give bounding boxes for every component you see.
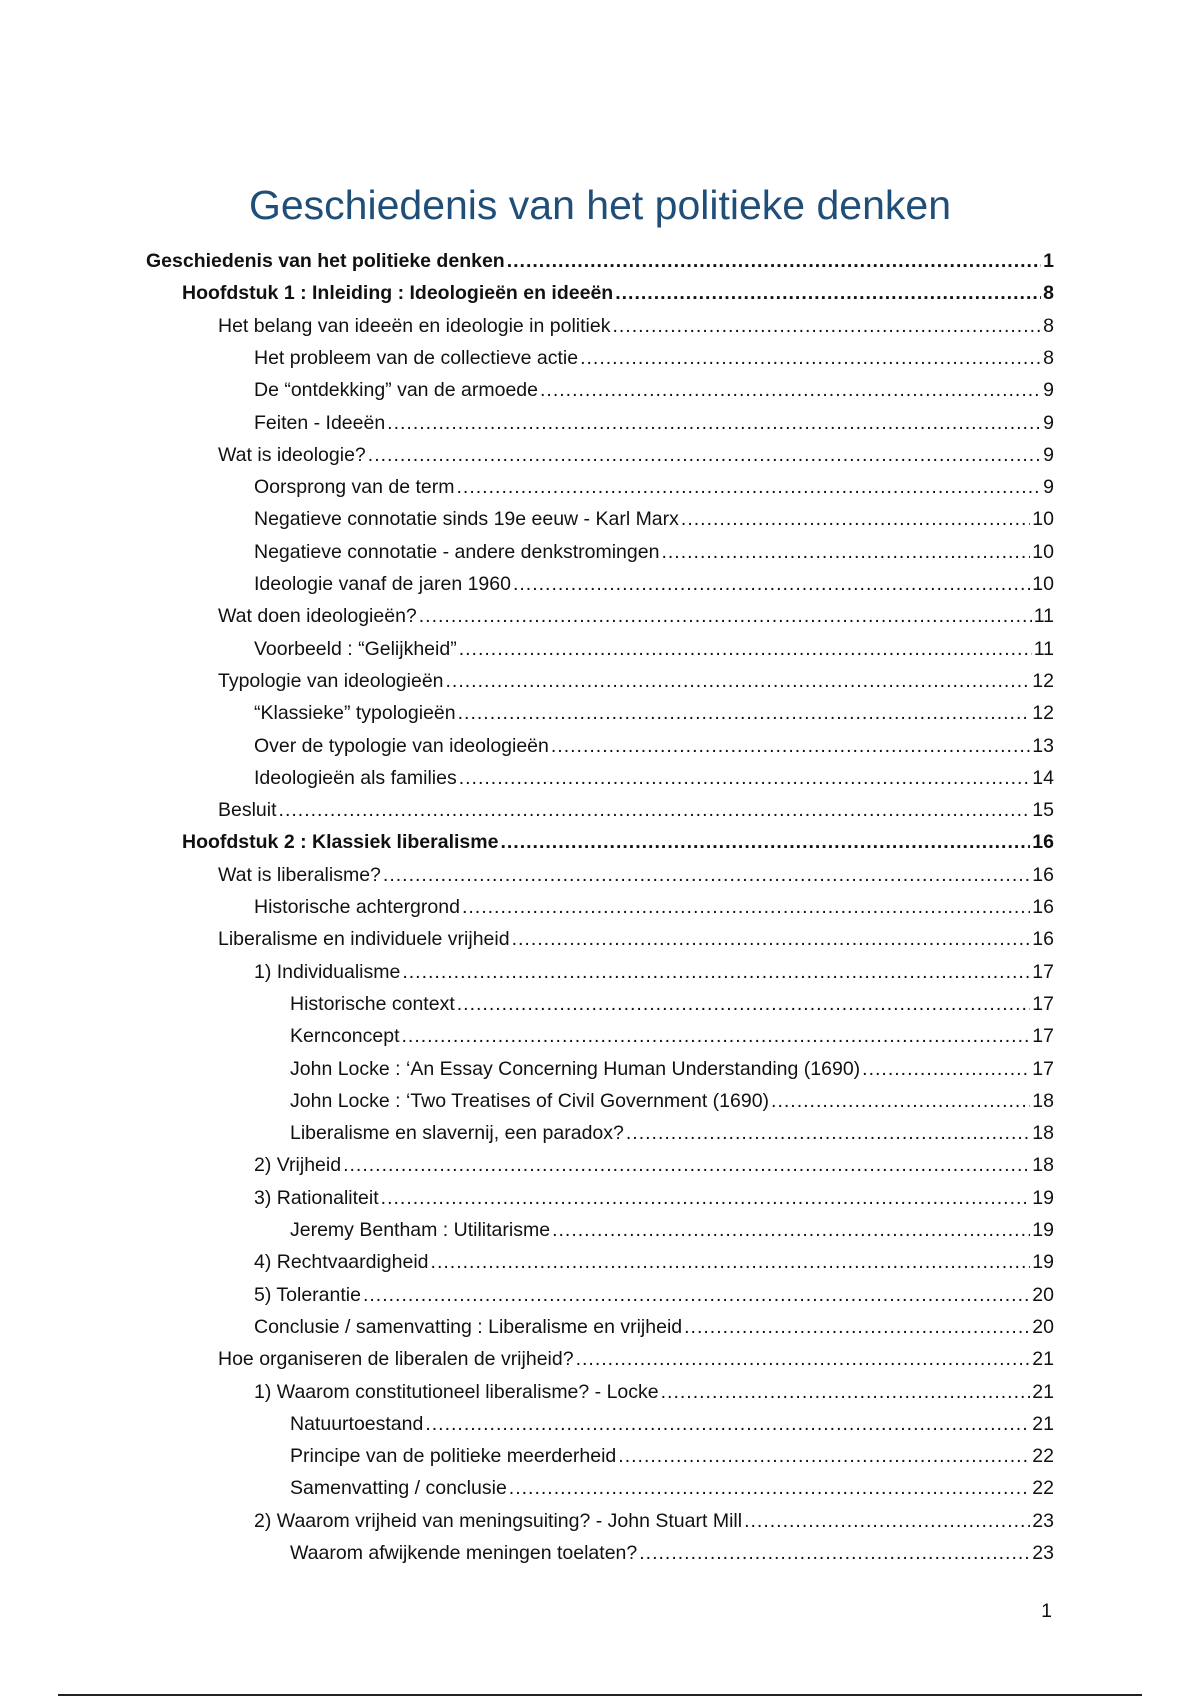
toc-entry-title: Over de typologie van ideologieën — [254, 734, 549, 757]
toc-entry-title: Oorsprong van de term — [254, 476, 455, 499]
toc-entry-page: 16 — [1032, 831, 1054, 854]
page-title: Geschiedenis van het politieke denken — [248, 182, 952, 228]
toc-entry[interactable] — [290, 1054, 1054, 1084]
toc-entry-page: 16 — [1032, 863, 1054, 886]
toc-entry-page: 11 — [1033, 637, 1054, 660]
toc-entry-title: Typologie van ideologieën — [218, 669, 444, 692]
toc-entry-title: 3) Rationaliteit — [254, 1186, 379, 1209]
toc-entry[interactable] — [254, 504, 1054, 534]
toc-entry[interactable] — [254, 1150, 1054, 1180]
toc-entry[interactable] — [218, 666, 1054, 696]
toc-dot-leader — [551, 731, 1030, 761]
toc-entry-page: 14 — [1032, 766, 1054, 789]
toc-entry-page: 10 — [1032, 573, 1054, 595]
toc-entry-page: 16 — [1032, 896, 1054, 918]
toc-dot-leader — [425, 1409, 1030, 1439]
toc-entry-title: 2) Vrijheid — [254, 1154, 342, 1177]
toc-entry[interactable] — [290, 1118, 1054, 1148]
toc-entry[interactable] — [254, 957, 1054, 987]
toc-dot-leader — [368, 440, 1041, 470]
toc-dot-leader — [618, 1441, 1030, 1471]
toc-entry-title: Waarom afwijkende meningen toelaten? — [290, 1542, 638, 1564]
toc-entry-title: 1) Individualisme — [254, 960, 401, 983]
toc-entry[interactable] — [218, 1344, 1054, 1374]
toc-entry-title: Hoofdstuk 1 : Inleiding : Ideologieën en ideeën — [182, 282, 614, 305]
toc-entry-page: 9 — [1043, 411, 1054, 434]
toc-entry-page: 18 — [1032, 1154, 1054, 1177]
toc-dot-leader — [459, 634, 1032, 664]
toc-dot-leader — [402, 957, 1030, 987]
toc-entry[interactable] — [254, 634, 1054, 664]
toc-dot-leader — [512, 924, 1031, 954]
toc-entry-title: Jeremy Bentham : Utilitarisme — [290, 1219, 551, 1241]
toc-dot-leader — [387, 408, 1041, 438]
toc-entry[interactable] — [290, 1215, 1054, 1245]
toc-entry[interactable] — [254, 375, 1054, 405]
toc-entry-title: Historische context — [290, 992, 455, 1015]
toc-dot-leader — [639, 1538, 1030, 1568]
toc-dot-leader — [862, 1054, 1030, 1084]
toc-entry[interactable] — [218, 924, 1054, 954]
page-number: 1 — [1041, 1600, 1052, 1622]
toc-entry-title: Feiten - Ideeën — [254, 411, 386, 434]
toc-dot-leader — [661, 1377, 1031, 1407]
toc-entry-page: 15 — [1032, 799, 1054, 822]
toc-entry-title: Wat is ideologie? — [218, 443, 366, 466]
toc-entry-page: 8 — [1043, 282, 1054, 305]
toc-dot-leader — [509, 1473, 1031, 1503]
toc-entry-page: 10 — [1032, 508, 1054, 531]
toc-dot-leader — [462, 892, 1030, 922]
toc-dot-leader — [402, 1021, 1031, 1051]
toc-entry[interactable] — [290, 1086, 1054, 1116]
toc-entry-title: “Klassieke” typologieën — [254, 702, 456, 725]
toc-entry-title: 4) Rechtvaardigheid — [254, 1251, 429, 1274]
toc-entry-title: Historische achtergrond — [254, 896, 460, 918]
toc-entry[interactable] — [182, 827, 1054, 857]
toc-entry[interactable] — [254, 698, 1054, 728]
toc-entry-page: 20 — [1032, 1283, 1054, 1306]
toc-entry-page: 19 — [1032, 1251, 1054, 1274]
toc-entry-page: 18 — [1032, 1089, 1054, 1112]
toc-entry-page: 13 — [1032, 734, 1054, 757]
toc-dot-leader — [661, 537, 1030, 567]
toc-entry[interactable] — [254, 343, 1054, 373]
toc-dot-leader — [513, 569, 1030, 599]
toc-dot-leader — [540, 375, 1041, 405]
toc-entry-title: Voorbeeld : “Gelijkheid” — [254, 637, 457, 660]
toc-entry-title: Ideologieën als families — [254, 766, 457, 789]
toc-dot-leader — [279, 795, 1031, 825]
toc-entry-page: 9 — [1043, 476, 1054, 499]
toc-entry-page: 12 — [1032, 702, 1054, 725]
footer-divider — [58, 1694, 1142, 1696]
toc-dot-leader — [458, 698, 1031, 728]
toc-entry-page: 11 — [1033, 605, 1054, 628]
toc-entry-title: Samenvatting / conclusie — [290, 1477, 507, 1500]
toc-entry[interactable] — [218, 860, 1054, 890]
toc-entry[interactable] — [218, 601, 1054, 631]
toc-entry[interactable] — [254, 1183, 1054, 1213]
toc-entry-title: Ideologie vanaf de jaren 1960 — [254, 573, 511, 595]
toc-dot-leader — [507, 246, 1041, 276]
toc-entry-title: Kernconcept — [290, 1025, 400, 1048]
toc-entry[interactable] — [254, 731, 1054, 761]
toc-dot-leader — [771, 1086, 1030, 1116]
toc-entry-page: 9 — [1043, 379, 1054, 402]
toc-dot-leader — [343, 1150, 1030, 1180]
toc-entry[interactable] — [254, 1280, 1054, 1310]
toc-entry[interactable] — [290, 1409, 1054, 1439]
toc-entry[interactable] — [290, 1021, 1054, 1051]
toc-entry-page: 20 — [1032, 1315, 1054, 1338]
toc-entry[interactable] — [254, 1377, 1054, 1407]
toc-entry[interactable] — [254, 763, 1054, 793]
toc-dot-leader — [744, 1506, 1030, 1536]
toc-dot-leader — [431, 1247, 1031, 1277]
toc-entry[interactable] — [290, 1473, 1054, 1503]
toc-entry-title: 2) Waarom vrijheid van meningsuiting? - John Stuart Mill — [254, 1509, 743, 1532]
toc-entry-title: Hoofdstuk 2 : Klassiek liberalisme — [182, 831, 499, 854]
toc-entry[interactable] — [254, 472, 1054, 502]
toc-dot-leader — [446, 666, 1031, 696]
toc-entry-page: 19 — [1032, 1219, 1054, 1241]
toc-dot-leader — [684, 1312, 1030, 1342]
toc-dot-leader — [681, 504, 1030, 534]
toc-entry[interactable] — [146, 246, 1054, 276]
toc-entry-page: 16 — [1032, 928, 1054, 951]
toc-dot-leader — [615, 278, 1041, 308]
toc-dot-leader — [381, 1183, 1031, 1213]
toc-entry-title: Het probleem van de collectieve actie — [254, 346, 579, 369]
toc-entry-page: 21 — [1032, 1348, 1054, 1371]
toc-entry-title: Negatieve connotatie sinds 19e eeuw - Karl Marx — [254, 508, 679, 531]
toc-entry[interactable] — [218, 440, 1054, 470]
toc-dot-leader — [459, 763, 1031, 793]
toc-entry[interactable] — [254, 537, 1054, 567]
toc-entry-page: 17 — [1032, 1057, 1054, 1080]
toc-entry-title: Besluit — [218, 799, 277, 822]
toc-entry-page: 21 — [1032, 1412, 1054, 1435]
toc-entry-title: Het belang van ideeën en ideologie in politiek — [218, 314, 611, 337]
toc-entry[interactable] — [254, 1247, 1054, 1277]
toc-entry[interactable] — [218, 795, 1054, 825]
toc-entry[interactable] — [254, 1312, 1054, 1342]
toc-entry[interactable] — [254, 1506, 1054, 1536]
toc-dot-leader — [457, 989, 1031, 1019]
toc-entry-title: John Locke : ‘An Essay Concerning Human Understanding (1690) — [290, 1057, 861, 1080]
toc-entry-page: 23 — [1032, 1509, 1054, 1532]
toc-entry-title: Negatieve connotatie - andere denkstromingen — [254, 540, 660, 563]
toc-entry-title: Wat is liberalisme? — [218, 863, 381, 886]
toc-entry-title: Principe van de politieke meerderheid — [290, 1445, 617, 1468]
toc-dot-leader — [612, 311, 1041, 341]
toc-entry-page: 21 — [1032, 1380, 1054, 1403]
toc-entry-page: 18 — [1032, 1122, 1054, 1145]
toc-dot-leader — [419, 601, 1032, 631]
toc-entry-page: 17 — [1032, 992, 1054, 1015]
toc-entry-title: Natuurtoestand — [290, 1412, 424, 1435]
toc-dot-leader — [383, 860, 1030, 890]
toc-entry[interactable] — [290, 1441, 1054, 1471]
toc-entry-page: 9 — [1043, 443, 1054, 466]
toc-entry[interactable] — [254, 569, 1054, 599]
toc-entry-page: 8 — [1043, 346, 1054, 369]
toc-entry-page: 12 — [1032, 669, 1054, 692]
toc-entry-page: 22 — [1032, 1477, 1054, 1500]
toc-dot-leader — [576, 1344, 1031, 1374]
toc-entry[interactable] — [254, 408, 1054, 438]
toc-entry[interactable] — [290, 1538, 1054, 1568]
toc-entry[interactable] — [254, 892, 1054, 922]
toc-entry-page: 19 — [1032, 1186, 1054, 1209]
toc-entry-page: 17 — [1032, 960, 1054, 983]
toc-entry-page: 23 — [1032, 1542, 1054, 1564]
toc-entry-page: 10 — [1032, 540, 1054, 563]
toc-entry-title: 1) Waarom constitutioneel liberalisme? - Locke — [254, 1380, 659, 1403]
toc-dot-leader — [580, 343, 1041, 373]
toc-entry-title: 5) Tolerantie — [254, 1283, 361, 1306]
toc-entry-title: John Locke : ‘Two Treatises of Civil Government (1690) — [290, 1089, 770, 1112]
toc-entry-title: Liberalisme en individuele vrijheid — [218, 928, 510, 951]
toc-entry-page: 22 — [1032, 1445, 1054, 1468]
toc-dot-leader — [363, 1280, 1030, 1310]
toc-dot-leader — [500, 827, 1030, 857]
toc-entry[interactable] — [218, 311, 1054, 341]
toc-dot-leader — [626, 1118, 1030, 1148]
toc-entry-title: Liberalisme en slavernij, een paradox? — [290, 1122, 624, 1145]
toc-entry[interactable] — [182, 278, 1054, 308]
toc-entry-page: 17 — [1032, 1025, 1054, 1048]
toc-entry-title: Geschiedenis van het politieke denken — [146, 250, 505, 272]
toc-entry-page: 1 — [1043, 250, 1054, 272]
toc-entry-title: De “ontdekking” van de armoede — [254, 379, 538, 402]
toc-entry-title: Wat doen ideologieën? — [218, 605, 417, 628]
toc-entry-title: Hoe organiseren de liberalen de vrijheid? — [218, 1348, 574, 1371]
toc-entry-title: Conclusie / samenvatting : Liberalisme en vrijheid — [254, 1315, 683, 1338]
toc-entry[interactable] — [290, 989, 1054, 1019]
toc-dot-leader — [457, 472, 1042, 502]
toc-dot-leader — [552, 1215, 1030, 1245]
toc-entry-page: 8 — [1043, 314, 1054, 337]
